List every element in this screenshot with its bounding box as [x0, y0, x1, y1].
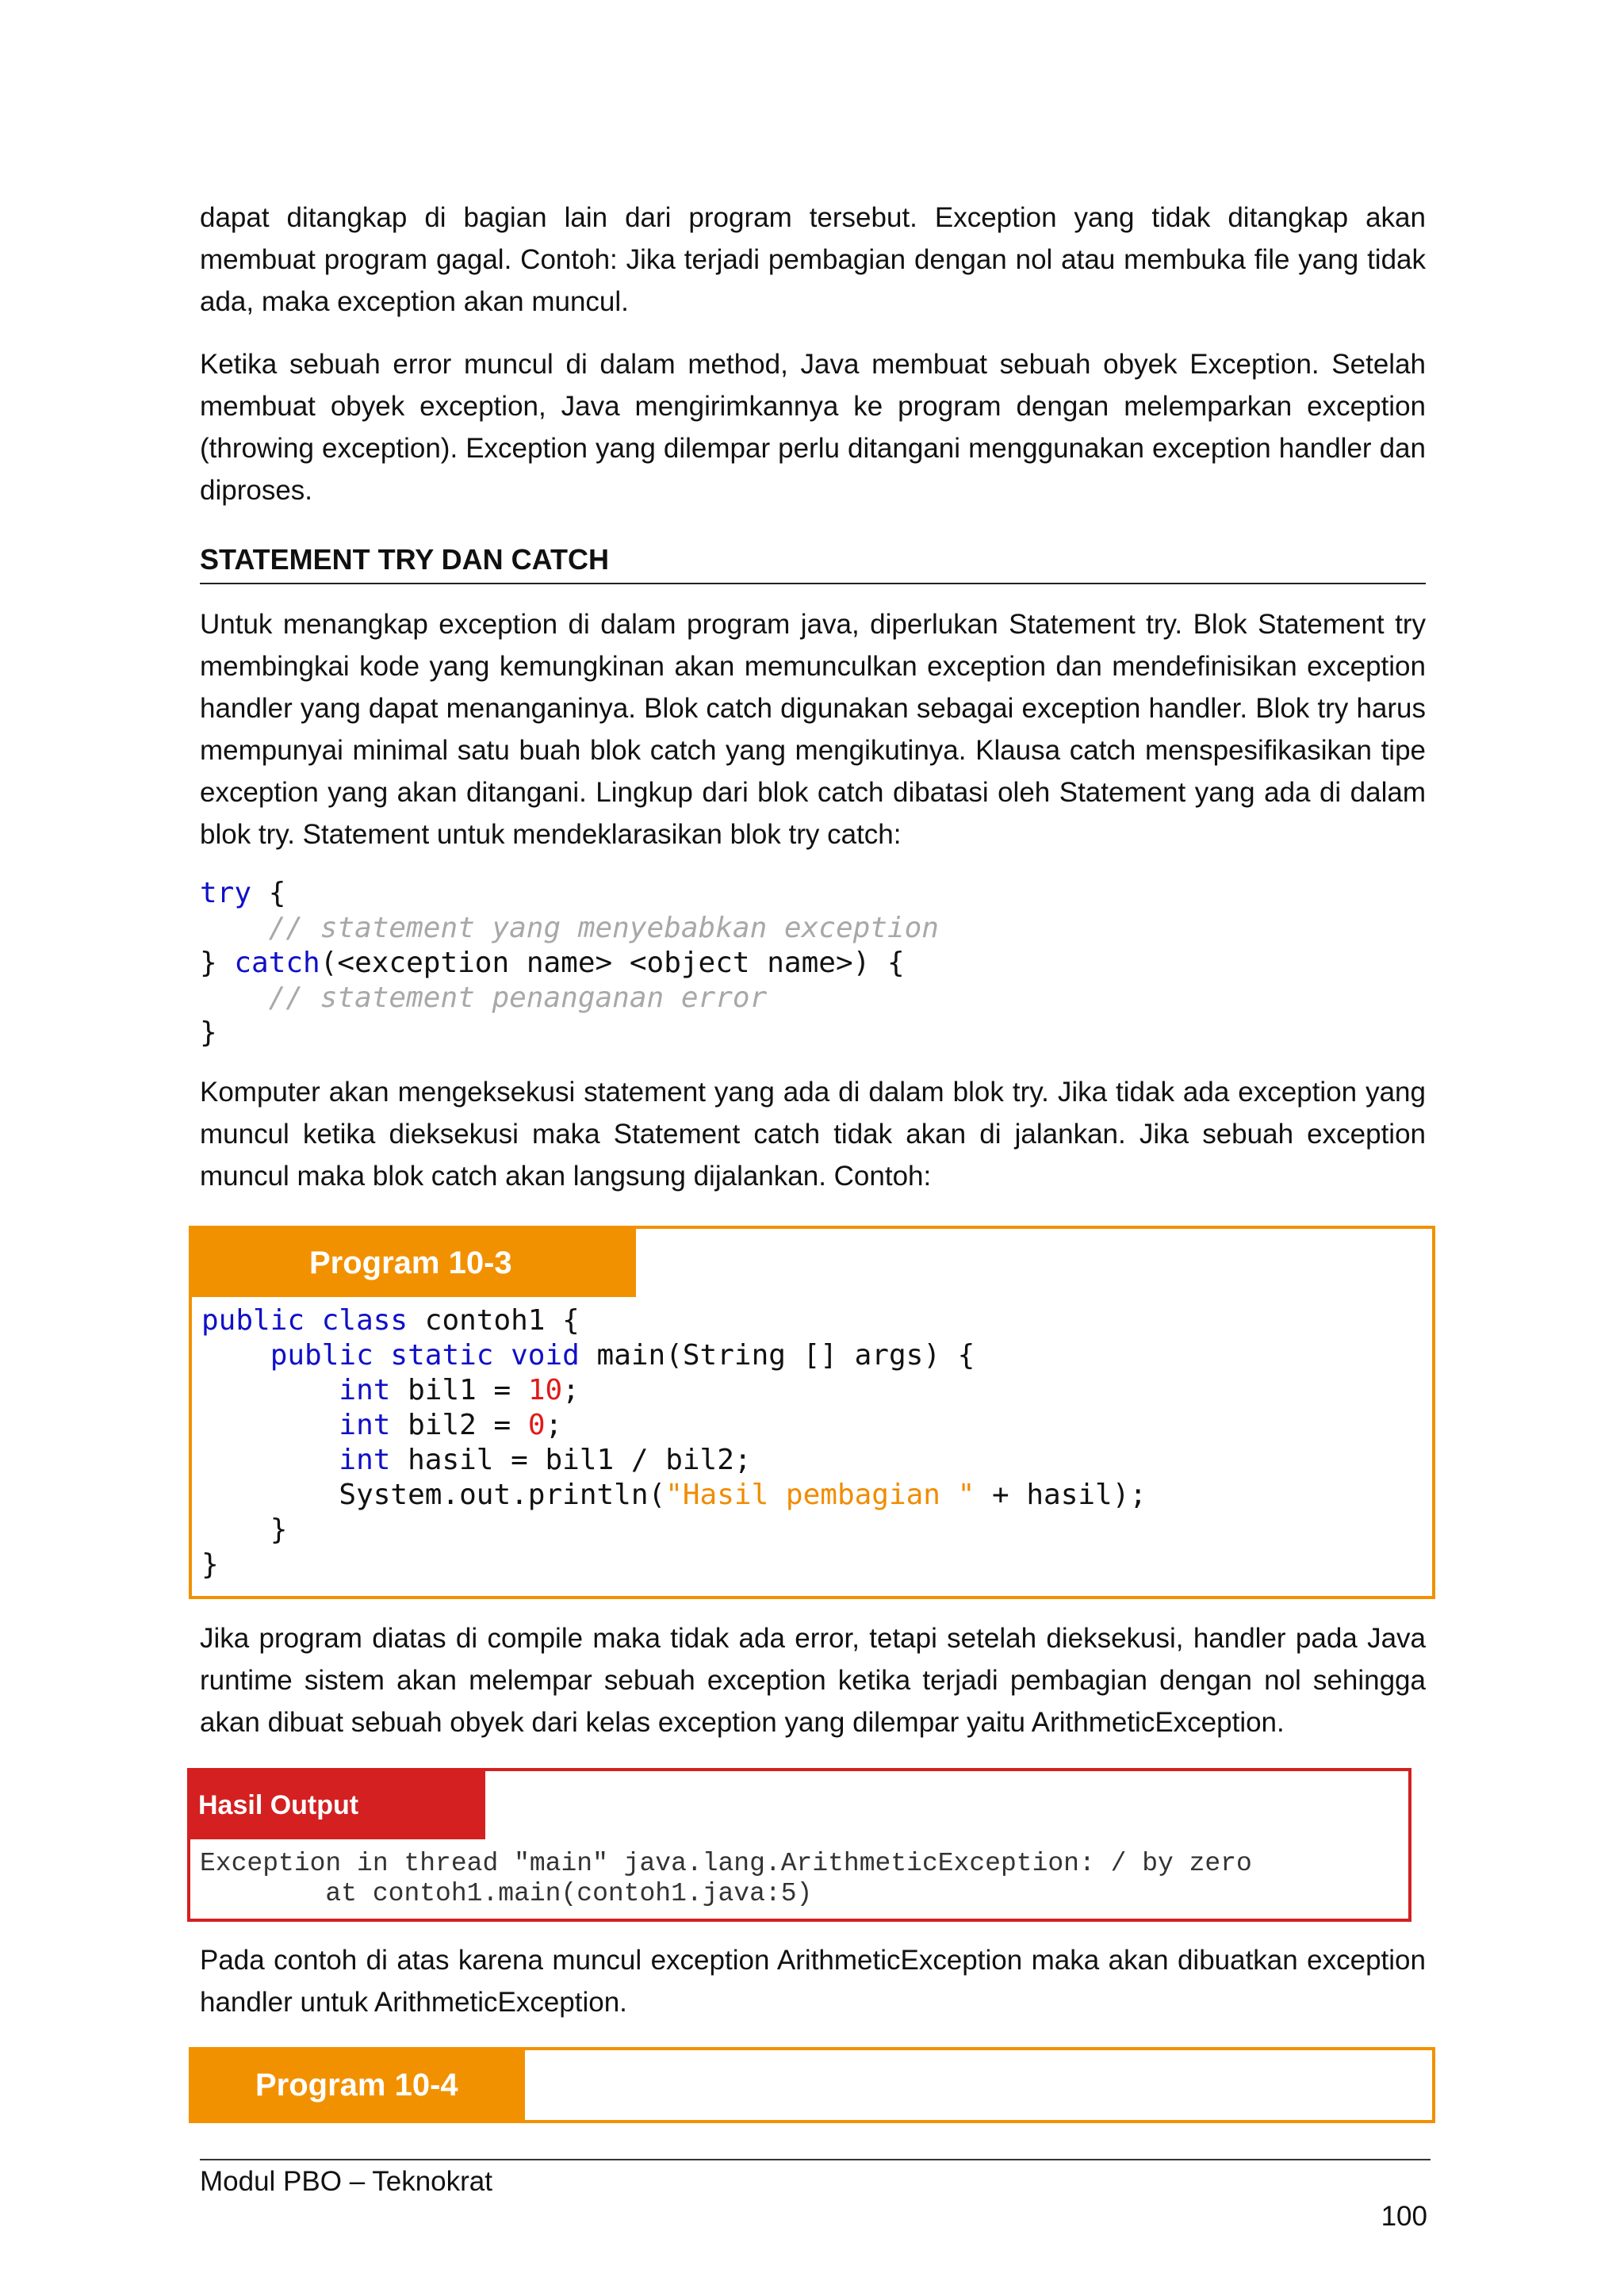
- paragraph-6: Pada contoh di atas karena muncul exception ArithmeticException maka akan dibuatkan exception handler untuk ArithmeticException.: [200, 1945, 1426, 2018]
- code-comment: // statement yang menyebabkan exception: [268, 912, 939, 944]
- code-line: [200, 946, 1426, 981]
- section-heading: STATEMENT TRY DAN CATCH: [200, 540, 1426, 584]
- program-label-text: Program 10-3: [309, 1245, 512, 1280]
- code-number: 10: [527, 1374, 563, 1406]
- code-text: }: [200, 947, 235, 979]
- footer-divider: [200, 2159, 1431, 2160]
- code-line: [200, 911, 1426, 946]
- code-number: 0: [527, 1409, 546, 1441]
- code-text: bil2 =: [390, 1409, 528, 1441]
- paragraph-5: Jika program diatas di compile maka tidak ada error, tetapi setelah dieksekusi, handler pada Java runtime sistem akan melempar sebuah exception ketika terjadi pembagian dengan nol sehingga akan dibuat sebuah obyek dari kelas exception yang dilempar yaitu ArithmeticException.: [200, 1623, 1426, 1738]
- code-text: contoh1 {: [408, 1304, 580, 1337]
- page-content: [200, 197, 1426, 1218]
- output-console: [200, 1849, 1252, 1909]
- code-line: [201, 1373, 1147, 1408]
- output-label-text: Hasil Output: [198, 1789, 359, 1820]
- code-text: {: [251, 877, 286, 909]
- footer-text: Modul PBO – Teknokrat: [200, 2166, 492, 2197]
- output-label: [190, 1771, 485, 1839]
- code-keyword: catch: [234, 947, 320, 979]
- paragraph-3: Untuk menangkap exception di dalam program java, diperlukan Statement try. Blok Statement try membingkai kode yang kemungkinan akan memunculkan exception dan mendefinisikan exception handler yang dapat menanganinya. Blok catch digunakan sebagai exception handler. Blok try harus mempunyai minimal satu buah blok catch yang mengikutinya. Klausa catch menspesifikasikan tipe exception yang akan ditangani. Lingkup dari blok catch dibatasi oleh Statement yang ada di dalam blok try. Statement untuk mendeklarasikan blok try catch:: [200, 609, 1426, 850]
- output-box: [187, 1768, 1411, 1922]
- code-string: "Hasil pembagian ": [665, 1479, 975, 1511]
- paragraph-1: dapat ditangkap di bagian lain dari program tersebut. Exception yang tidak ditangkap akan membuat program gagal. Contoh: Jika terjadi pembagian dengan nol atau membuka file yang tidak ada, maka exception akan muncul.: [200, 202, 1426, 317]
- code-text: hasil = bil1 / bil2;: [390, 1444, 752, 1476]
- code-text: + hasil);: [975, 1479, 1147, 1511]
- code-line: [201, 1303, 1147, 1338]
- try-catch-syntax: [200, 876, 1426, 1050]
- program-10-4-label: [192, 2050, 525, 2120]
- code-line: [200, 876, 1426, 911]
- code-line: [201, 1478, 1147, 1513]
- code-line: [201, 1513, 1147, 1548]
- code-line: }: [201, 1548, 219, 1581]
- program-10-3-label: [192, 1229, 636, 1297]
- code-text: }: [270, 1513, 288, 1546]
- code-line: [201, 1338, 1147, 1373]
- code-comment: // statement penanganan error: [268, 982, 768, 1014]
- program-10-3-box: [189, 1226, 1435, 1599]
- code-line: [200, 981, 1426, 1016]
- paragraph-4: Komputer akan mengeksekusi statement yang ada di dalam blok try. Jika tidak ada exception yang muncul ketika dieksekusi maka Statement catch tidak akan di jalankan. Jika sebuah exception muncul maka blok catch akan langsung dijalankan. Contoh:: [200, 1077, 1426, 1192]
- code-keyword: public class: [201, 1304, 408, 1337]
- code-keyword: try: [200, 877, 252, 909]
- code-text: bil1 =: [390, 1374, 528, 1406]
- code-text: ;: [545, 1409, 563, 1441]
- page-number: 100: [1381, 2201, 1427, 2232]
- code-line: [201, 1408, 1147, 1443]
- code-text: (<exception name> <object name>) {: [320, 947, 905, 979]
- code-keyword: int: [339, 1374, 391, 1406]
- program-label-text: Program 10-4: [255, 2067, 458, 2103]
- code-line: [201, 1443, 1147, 1478]
- code-line: }: [200, 1016, 217, 1049]
- code-keyword: int: [339, 1409, 391, 1441]
- program-10-4-box: [189, 2047, 1435, 2123]
- paragraph-2: Ketika sebuah error muncul di dalam method, Java membuat sebuah obyek Exception. Setelah membuat obyek exception, Java mengirimkannya ke program dengan melemparkan exception (throwing exception). Exception yang dilempar perlu ditangani menggunakan exception handler dan diproses.: [200, 349, 1426, 506]
- code-keyword: int: [339, 1444, 391, 1476]
- output-line-1: Exception in thread "main" java.lang.ArithmeticException: / by zero: [200, 1849, 1252, 1878]
- code-text: ;: [562, 1374, 580, 1406]
- program-10-3-code: [201, 1303, 1147, 1582]
- code-text: main(String [] args) {: [579, 1339, 975, 1372]
- code-keyword: public static void: [270, 1339, 580, 1372]
- output-line-2: at contoh1.main(contoh1.java:5): [200, 1879, 813, 1908]
- code-text: System.out.println(: [339, 1479, 666, 1511]
